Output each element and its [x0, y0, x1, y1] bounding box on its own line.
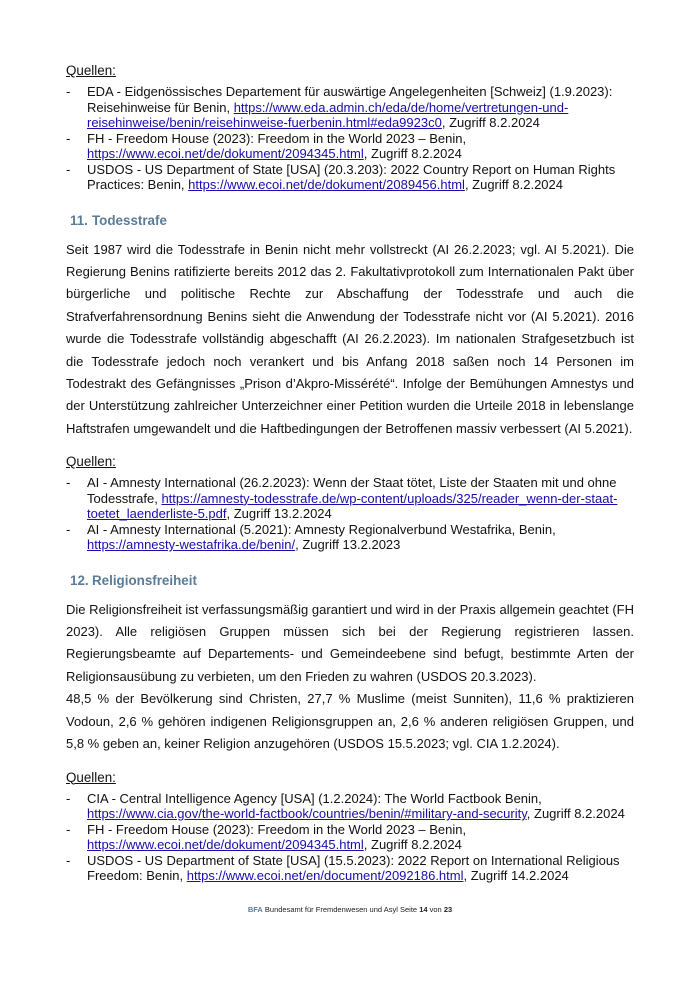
sources-block-religionsfreiheit [66, 769, 634, 884]
paragraph-todesstrafe: Seit 1987 wird die Todesstrafe in Benin nicht mehr vollstreckt (AI 26.2.2023; vgl. AI 5.2021). Die Regierung Benins ratifizierte bereits 2012 das 2. Fakultativprotokoll zum Internationalen Pakt über bürgerliche und politische Rechte zur Abschaffung der Todesstrafe und auch die Strafverfahrensordnung Benins sieht die Anwendung der Todesstrafe nicht vor (AI 5.2021). 2016 wurde die Todesstrafe vollständig abgeschafft (AI 26.2.2023). Im nationalen Strafgesetzbuch ist die Todesstrafe jedoch noch verankert und bis Anfang 2018 saßen noch 14 Personen im Todestrakt des Gefängnisses „Prison d’Akpro-Missérété“. Infolge der Bemühungen Amnestys und der Unterstützung zahlreicher Unterzeichner einer Petition wurden die Urteile 2018 in lebenslange Haftstrafen umgewandelt und die Haftbedingungen der Betroffenen massiv verbessert (AI 5.2021). [66, 241, 634, 436]
source-item: - AI - Amnesty International (5.2021): Amnesty Regionalverbund Westafrika, Benin, https://amnesty-westafrika.de/benin/, Zugriff 13.2.2023 [66, 521, 556, 553]
section-heading-religionsfreiheit: 12. Religionsfreiheit [70, 572, 197, 588]
source-list [66, 791, 634, 884]
source-item: - FH - Freedom House (2023): Freedom in the World 2023 – Benin, https://www.ecoi.net/de/dokument/2094345.html, Zugriff 8.2.2024 [66, 821, 467, 852]
source-link[interactable]: https://amnesty-westafrika.de/benin/ [87, 537, 296, 553]
page-content [66, 62, 634, 884]
source-list [66, 475, 634, 553]
source-list [66, 84, 634, 193]
source-link[interactable]: https://www.ecoi.net/de/dokument/2094345.html [87, 146, 364, 161]
source-item: - FH - Freedom House (2023): Freedom in the World 2023 – Benin, https://www.ecoi.net/de/dokument/2094345.html, Zugriff 8.2.2024 [66, 130, 467, 161]
source-item: - AI - Amnesty International (26.2.2023): Wenn der Staat tötet, Liste der Staaten mit und ohne Todesstrafe, https://amnesty-todesstrafe.de/wp-content/uploads/325/reader_wenn-der-staat-toetet_laenderliste-5.pdf, Zugriff 13.2.2024 [66, 475, 618, 522]
sources-block-1 [66, 62, 634, 193]
sources-label: Quellen: [66, 769, 116, 785]
sources-block-todesstrafe [66, 453, 634, 553]
agency-name: Bundesamt für Fremdenwesen und Asyl [264, 905, 398, 914]
source-item: - CIA - Central Intelligence Agency [USA] (1.2.2024): The World Factbook Benin, https://www.cia.gov/the-world-factbook/countries/benin/#military-and-security, Zugriff 8.2.2024 [66, 790, 625, 821]
source-link[interactable]: https://www.eda.admin.ch/eda/de/home/vertretungen-und-reisehinweise/benin/reisehinweise-fuerbenin.html#eda9923c0 [87, 99, 569, 130]
sources-label: Quellen: [66, 454, 116, 470]
source-item: - USDOS - US Department of State [USA] (20.3.203): 2022 Country Report on Human Rights Practices: Benin, https://www.ecoi.net/de/dokument/2089456.html, Zugriff 8.2.2024 [66, 161, 616, 192]
bfa-logo: BFA [247, 905, 263, 914]
source-link[interactable]: https://amnesty-todesstrafe.de/wp-content/uploads/325/reader_wenn-der-staat-toetet_laenderliste-5.pdf [87, 490, 618, 522]
page-total: 23 [443, 905, 453, 914]
source-item: - USDOS - US Department of State [USA] (15.5.2023): 2022 Report on International Religious Freedom: Benin, https://www.ecoi.net/en/document/2092186.html, Zugriff 14.2.2024 [66, 852, 620, 883]
sources-label: Quellen: [66, 63, 116, 78]
paragraph-religionsfreiheit-2: 48,5 % der Bevölkerung sind Christen, 27,7 % Muslime (meist Sunniten), 11,6 % praktizieren Vodoun, 2,6 % gehören indigenen Religionsgruppen an, 2,6 % anderen religiösen Gruppen, und 5,8 % geben an, keiner Religion anzugehören (USDOS 15.5.2023; vgl. CIA 1.2.2024). [66, 691, 634, 752]
paragraph-religionsfreiheit-1: Die Religionsfreiheit ist verfassungsmäßig garantiert und wird in der Praxis allgemein geachtet (FH 2023). Alle religiösen Gruppen müssen sich bei der Regierung registrieren lassen. Regierungsbeamte auf Departements- und Gemeindeebene sind befugt, bestimmte Arten der Religionsausübung zu verbieten, um den Frieden zu wahren (USDOS 20.3.2023). [66, 601, 634, 684]
source-link[interactable]: https://www.ecoi.net/en/document/2092186.html [186, 868, 464, 883]
source-link[interactable]: https://www.cia.gov/the-world-factbook/countries/benin/#military-and-security [87, 806, 527, 821]
page-footer: BFA Bundesamt für Fremdenwesen und Asyl Seite 14 von 23 [247, 905, 453, 914]
page-number: 14 [419, 905, 428, 914]
source-item: - EDA - Eidgenössisches Departement für auswärtige Angelegenheiten [Schweiz] (1.9.2023): Reisehinweise für Benin, https://www.eda.admin.ch/eda/de/home/vertretungen-und-reisehinweise/benin/reisehinweise-fuerbenin.html#eda9923c0, Zugriff 8.2.2024 [66, 84, 613, 130]
section-heading-todesstrafe: 11. Todesstrafe [70, 212, 167, 228]
source-link[interactable]: https://www.ecoi.net/de/dokument/2089456.html [188, 177, 465, 192]
source-link[interactable]: https://www.ecoi.net/de/dokument/2094345.html [87, 837, 364, 852]
